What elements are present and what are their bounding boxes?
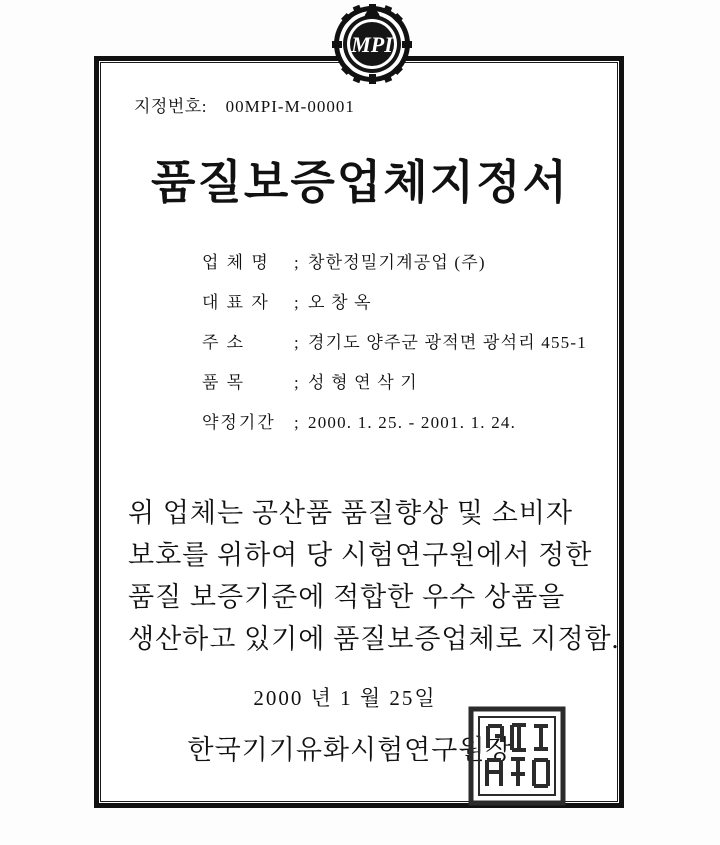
field-label: 업 체 명 — [202, 253, 270, 272]
document-number — [134, 92, 355, 117]
field-label: 주 소 — [202, 333, 246, 352]
field-separator: ; — [294, 333, 299, 352]
page-title: 품질보증업체지정서 — [151, 157, 569, 208]
field-separator: ; — [294, 253, 299, 272]
body-paragraph — [128, 492, 620, 660]
body-line: 위 업체는 공산품 품질향상 및 소비자 — [128, 498, 573, 528]
field-value: 경기도 양주군 광적면 광석리 455-1 — [308, 333, 587, 352]
mpi-emblem-icon — [324, 4, 420, 84]
issuer-name: 한국기기유화시험연구원장 — [187, 735, 513, 765]
field-row — [202, 408, 622, 433]
field-value: 창한정밀기계공업 (주) — [308, 253, 486, 272]
field-value: 오 창 옥 — [308, 293, 372, 312]
field-label: 품 목 — [202, 373, 246, 392]
field-value: 2000. 1. 25. - 2001. 1. 24. — [308, 413, 517, 432]
field-row — [202, 368, 622, 393]
field-separator: ; — [294, 413, 299, 432]
body-line: 품질 보증기준에 적합한 우수 상품을 — [128, 582, 566, 612]
document-number-value: 00MPI-M-00001 — [225, 97, 355, 116]
document-number-label: 지정번호: — [134, 97, 207, 116]
field-label: 약정기간 — [202, 413, 276, 432]
field-list — [202, 248, 622, 448]
field-separator: ; — [294, 293, 299, 312]
field-row — [202, 248, 622, 273]
issue-date: 2000 년 1 월 25일 — [253, 686, 437, 710]
field-row — [202, 288, 622, 313]
official-seal-stamp — [468, 706, 566, 806]
field-separator: ; — [294, 373, 299, 392]
field-label: 대 표 자 — [202, 293, 270, 312]
field-value: 성 형 연 삭 기 — [308, 373, 418, 392]
field-row — [202, 328, 622, 353]
body-line: 보호를 위하여 당 시험연구원에서 정한 — [128, 540, 593, 570]
svg-text:MPI: MPI — [351, 32, 393, 57]
body-line: 생산하고 있기에 품질보증업체로 지정함. — [128, 624, 620, 654]
